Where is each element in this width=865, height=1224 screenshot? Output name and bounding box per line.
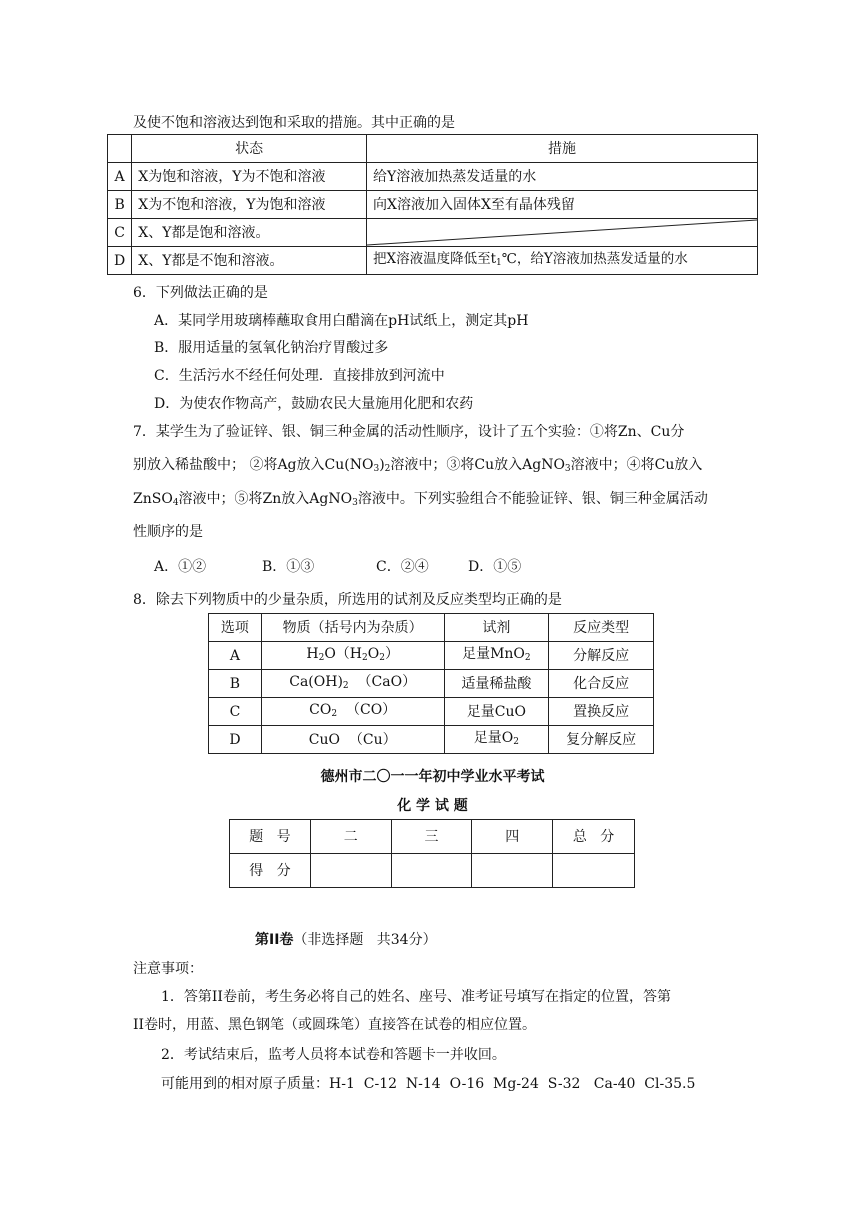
score-cell (553, 854, 635, 888)
row-label: C (108, 219, 132, 247)
score-label-score: 得 分 (230, 854, 311, 888)
row-state: X为饱和溶液，Y为不饱和溶液 (132, 163, 367, 191)
table-header-row (209, 614, 654, 642)
row-reagent: 足量$O_2$ (444, 726, 549, 754)
row-reagent: 足量MnO$_2$ (444, 642, 549, 670)
row-option: A (209, 642, 262, 670)
q8-stem: 8．除去下列物质中的少量杂质，所选用的试剂及反应类型均正确的是 (133, 592, 562, 608)
impurity-table (208, 613, 654, 754)
q7-option-c: C．②④ (376, 559, 429, 575)
q6-option-c: C．生活污水不经任何处理．直接排放到河流中 (154, 368, 445, 384)
row-state: X为不饱和溶液，Y为饱和溶液 (132, 191, 367, 219)
score-value-row (230, 854, 635, 888)
table-header-row (108, 135, 758, 163)
row-measure: 给Y溶液加热蒸发适量的水 (367, 163, 758, 191)
row-reaction-type: 置换反应 (549, 698, 654, 726)
row-state: X、Y都是饱和溶液。 (132, 219, 367, 247)
score-cell (310, 854, 391, 888)
row-substance: $Ca(OH)_2$ （CaO） (261, 670, 444, 698)
row-label: A (108, 163, 132, 191)
header-state: 状态 (132, 135, 367, 163)
header-reagent: 试剂 (444, 614, 549, 642)
row-option: C (209, 698, 262, 726)
q6-option-d: D．为使农作物高产，鼓励农民大量施用化肥和农药 (154, 396, 474, 412)
row-measure: 向X溶液加入固体X至有晶体残留 (367, 191, 758, 219)
score-col-3: 三 (391, 820, 472, 854)
table-row (209, 642, 654, 670)
row-substance: $CO_2$ （CO） (261, 698, 444, 726)
table-cell-empty (108, 135, 132, 163)
score-col-total: 总 分 (553, 820, 635, 854)
score-col-2: 二 (310, 820, 391, 854)
table-row (209, 698, 654, 726)
q7-line-2: 别放入稀盐酸中； ②将Ag放入$Cu(NO_3)_2$溶液中；③将Cu放入AgNO$_3$溶液中；④将Cu放入 (133, 457, 703, 474)
row-reagent: 适量稀盐酸 (444, 670, 549, 698)
note-1-line-2: II卷时，用蓝、黑色钢笔（或圆珠笔）直接答在试卷的相应位置。 (133, 1017, 537, 1033)
header-substance: 物质（括号内为杂质） (261, 614, 444, 642)
row-reagent: 足量CuO (444, 698, 549, 726)
row-substance: CuO （Cu） (261, 726, 444, 754)
note-1-line-1: 1．答第II卷前，考生务必将自己的姓名、座号、准考证号填写在指定的位置，答第 (161, 989, 671, 1005)
intro-line: 及使不饱和溶液达到饱和采取的措施。其中正确的是 (133, 115, 455, 131)
score-cell (391, 854, 472, 888)
row-option: D (209, 726, 262, 754)
row-state: X、Y都是不饱和溶液。 (132, 247, 367, 275)
table-row (108, 163, 758, 191)
q6-option-b: B．服用适量的氢氧化钠治疗胃酸过多 (154, 340, 389, 356)
atomic-mass-line: 可能用到的相对原子质量：H-1 C-12 N-14 O-16 Mg-24 S-32 Ca-40 Cl-35.5 (161, 1076, 696, 1092)
section-title: 第II卷（非选择题 共34分） (255, 932, 437, 948)
score-cell (472, 854, 553, 888)
solution-state-table (107, 134, 758, 275)
note-2: 2．考试结束后，监考人员将本试卷和答题卡一并收回。 (161, 1047, 506, 1063)
notes-heading: 注意事项： (133, 961, 203, 977)
table-row (108, 191, 758, 219)
row-label: D (108, 247, 132, 275)
q7-line-1: 7．某学生为了验证锌、银、铜三种金属的活动性顺序，设计了五个实验：①将Zn、Cu分 (133, 424, 685, 440)
row-reaction-type: 复分解反应 (549, 726, 654, 754)
row-reaction-type: 分解反应 (549, 642, 654, 670)
score-label-number: 题 号 (230, 820, 311, 854)
table-row (209, 670, 654, 698)
header-option: 选项 (209, 614, 262, 642)
q7-option-b: B．①③ (262, 559, 315, 575)
exam-subtitle: 化 学 试 题 (397, 798, 468, 814)
header-measure: 措施 (367, 135, 758, 163)
exam-title: 德州市二〇一一年初中学业水平考试 (320, 769, 545, 785)
q7-line-3: ZnSO$_4$溶液中；⑤将Zn放入AgNO$_3$溶液中。下列实验组合不能验证锌、银、铜三种金属活动 (133, 491, 708, 508)
row-reaction-type: 化合反应 (549, 670, 654, 698)
q6-stem: 6．下列做法正确的是 (133, 285, 268, 301)
table-row (209, 726, 654, 754)
row-label: B (108, 191, 132, 219)
table-row (108, 219, 758, 247)
score-col-4: 四 (472, 820, 553, 854)
diagonal-line (367, 219, 757, 246)
diagonal-cell (367, 219, 758, 247)
score-header-row (230, 820, 635, 854)
q7-option-a: A．①② (154, 559, 207, 575)
row-substance: $H_2O(H_2O_2)$ (261, 642, 444, 670)
score-table (229, 819, 635, 888)
q7-line-4: 性顺序的是 (133, 524, 203, 540)
row-measure: 把X溶液温度降低至$t_1℃$，给Y溶液加热蒸发适量的水 (367, 247, 758, 275)
q7-option-d: D．①⑤ (468, 559, 522, 575)
row-option: B (209, 670, 262, 698)
q6-option-a: A．某同学用玻璃棒蘸取食用白醋滴在pH试纸上，测定其pH (154, 313, 529, 329)
header-reaction-type: 反应类型 (549, 614, 654, 642)
table-row (108, 247, 758, 275)
